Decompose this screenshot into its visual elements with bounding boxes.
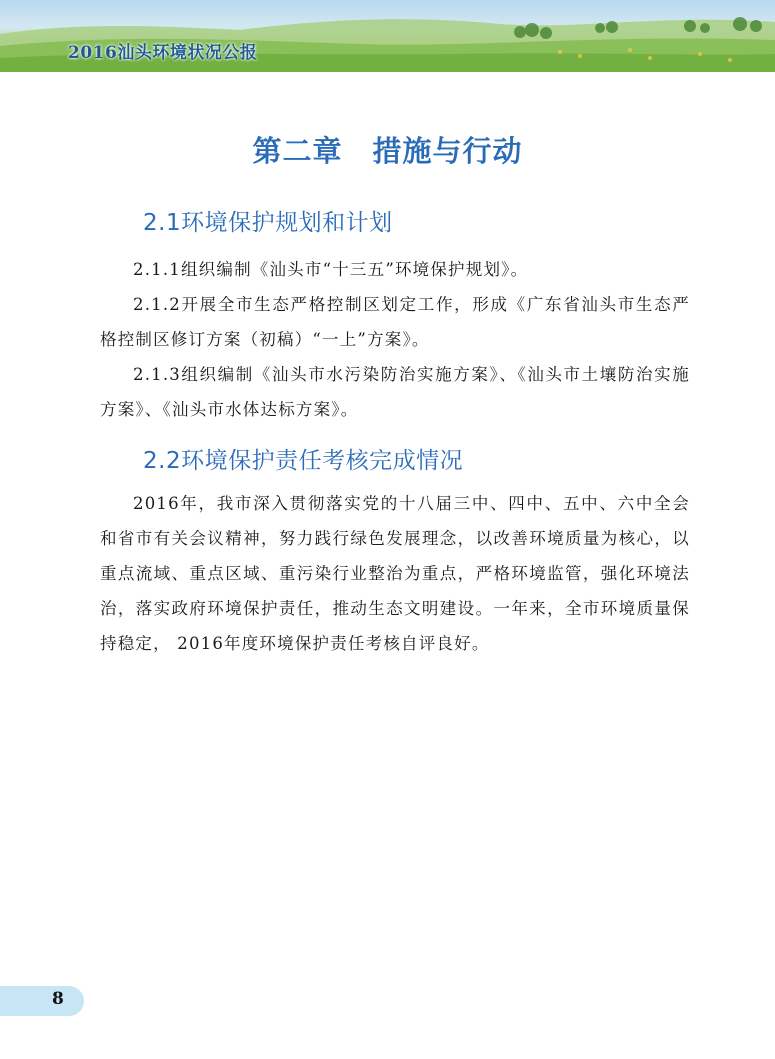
page-number: 8 xyxy=(52,989,64,1009)
page-number-tab xyxy=(0,986,84,1016)
paragraph-2-1-1: 2.1.1组织编制《汕头市“十三五”环境保护规划》。 xyxy=(133,260,529,279)
paragraph-2-1-2: 2.1.2开展全市生态严格控制区划定工作，形成《广东省汕头市生态严格控制区修订方案（初稿）“一上”方案》。 xyxy=(100,295,690,349)
section-heading-2-2: 2.2环境保护责任考核完成情况 xyxy=(143,448,464,474)
paragraph-2-2-body: 2016年，我市深入贯彻落实党的十八届三中、四中、五中、六中全会和省市有关会议精神，努力践行绿色发展理念，以改善环境质量为核心，以重点流域、重点区域、重污染行业整治为重点，严格环境监管，强化环境法治，落实政府环境保护责任，推动生态文明建设。一年来，全市环境质量保持稳定， 2016年度环境保护责任考核自评良好。 xyxy=(100,494,690,653)
chapter-title: 第二章 措施与行动 xyxy=(252,134,523,168)
section-heading-2-1: 2.1环境保护规划和计划 xyxy=(143,210,393,236)
report-header-title: 2016汕头环境状况公报 xyxy=(68,43,258,63)
paragraph-2-1-3: 2.1.3组织编制《汕头市水污染防治实施方案》、《汕头市土壤防治实施方案》、《汕头市水体达标方案》。 xyxy=(100,365,690,419)
